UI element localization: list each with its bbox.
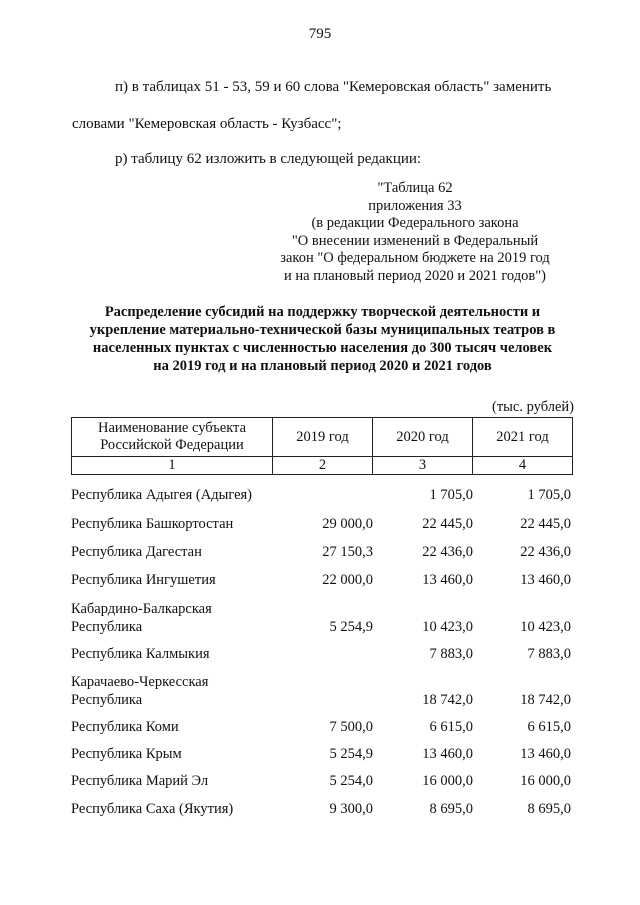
row-subject: Республика Калмыкия	[71, 646, 210, 662]
value-2021: 1 705,0	[527, 487, 571, 503]
title-line: населенных пунктах с численностью населения до 300 тысяч человек	[92, 340, 553, 356]
value-2020: 22 436,0	[422, 544, 473, 560]
col-number: 4	[473, 457, 573, 475]
table-row	[71, 571, 571, 589]
value-2021: 8 695,0	[527, 801, 571, 817]
paragraph-p: п) в таблицах 51 - 53, 59 и 60 слова "Кемеровская область" заменить	[115, 79, 552, 95]
value-2021: 13 460,0	[520, 746, 571, 762]
table-row	[71, 673, 571, 709]
table-row	[71, 515, 571, 533]
header-2021: 2021 год	[473, 418, 573, 457]
value-2020: 16 000,0	[422, 773, 473, 789]
row-subject: Республика Марий Эл	[71, 773, 209, 789]
header-subject-line: Российской Федерации	[100, 437, 244, 453]
col-number: 2	[273, 457, 373, 475]
value-2021: 6 615,0	[527, 719, 571, 735]
value-2019: 22 000,0	[322, 572, 373, 588]
row-subject: Карачаево-Черкесская Республика	[71, 674, 209, 708]
value-2019: 27 150,3	[322, 544, 373, 560]
table-row	[71, 645, 571, 663]
value-2021: 13 460,0	[520, 572, 571, 588]
col-number: 1	[72, 457, 273, 475]
title-line: укрепление материально-технической базы муниципальных театров в	[89, 322, 556, 338]
document-title	[70, 303, 575, 375]
value-2020: 8 695,0	[429, 801, 473, 817]
value-2020: 18 742,0	[422, 692, 473, 708]
header-2019: 2019 год	[273, 418, 373, 457]
page-number: 795	[308, 26, 332, 42]
value-2020: 10 423,0	[422, 619, 473, 635]
row-subject: Республика Дагестан	[71, 544, 202, 560]
value-2019: 5 254,9	[329, 619, 373, 635]
value-2020: 1 705,0	[429, 487, 473, 503]
row-subject: Республика Ингушетия	[71, 572, 216, 588]
reference-line: "Таблица 62	[377, 180, 453, 196]
reference-line: приложения 33	[368, 197, 462, 214]
value-2019: 9 300,0	[329, 801, 373, 817]
value-2021: 22 436,0	[520, 544, 571, 560]
table-row	[71, 800, 571, 818]
value-2020: 13 460,0	[422, 572, 473, 588]
value-2020: 22 445,0	[422, 516, 473, 532]
row-subject: Республика Адыгея (Адыгея)	[71, 487, 253, 503]
reference-line: (в редакции Федерального закона	[311, 215, 519, 231]
table-row	[71, 745, 571, 763]
value-2019: 29 000,0	[322, 516, 373, 532]
header-subject-line: Наименование субъекта	[97, 420, 247, 436]
header-subject	[72, 418, 273, 457]
table-row	[71, 600, 571, 636]
value-2021: 7 883,0	[527, 646, 571, 662]
reference-line: и на плановый период 2020 и 2021 годов")	[284, 267, 546, 284]
table-header	[71, 417, 573, 475]
row-subject: Республика Башкортостан	[71, 516, 234, 532]
value-2020: 6 615,0	[429, 719, 473, 735]
table-reference	[250, 180, 580, 285]
row-subject: Республика Саха (Якутия)	[71, 801, 234, 817]
value-2021: 16 000,0	[520, 773, 571, 789]
table-row	[71, 772, 571, 790]
table-row	[71, 543, 571, 561]
row-subject: Кабардино-Балкарская Республика	[71, 601, 212, 635]
header-2020: 2020 год	[373, 418, 473, 457]
paragraph-p-continued: словами "Кемеровская область - Кузбасс";	[72, 116, 342, 132]
value-2020: 7 883,0	[429, 646, 473, 662]
value-2020: 13 460,0	[422, 746, 473, 762]
row-subject: Республика Коми	[71, 719, 179, 735]
row-subject: Республика Крым	[71, 746, 182, 762]
paragraph-r: р) таблицу 62 изложить в следующей редакции:	[115, 151, 422, 167]
value-2019: 5 254,0	[329, 773, 373, 789]
table-row	[71, 486, 571, 504]
units-label: (тыс. рублей)	[492, 399, 574, 415]
col-number: 3	[373, 457, 473, 475]
title-line: на 2019 год и на плановый период 2020 и 2021 годов	[153, 358, 492, 374]
table-row	[71, 718, 571, 736]
value-2021: 18 742,0	[520, 692, 571, 708]
title-line: Распределение субсидий на поддержку творческой деятельности и	[104, 304, 541, 320]
reference-line: "О внесении изменений в Федеральный	[291, 232, 539, 249]
value-2021: 22 445,0	[520, 516, 571, 532]
value-2019: 7 500,0	[329, 719, 373, 735]
value-2021: 10 423,0	[520, 619, 571, 635]
reference-line: закон "О федеральном бюджете на 2019 год	[280, 250, 550, 266]
value-2019: 5 254,9	[329, 746, 373, 762]
